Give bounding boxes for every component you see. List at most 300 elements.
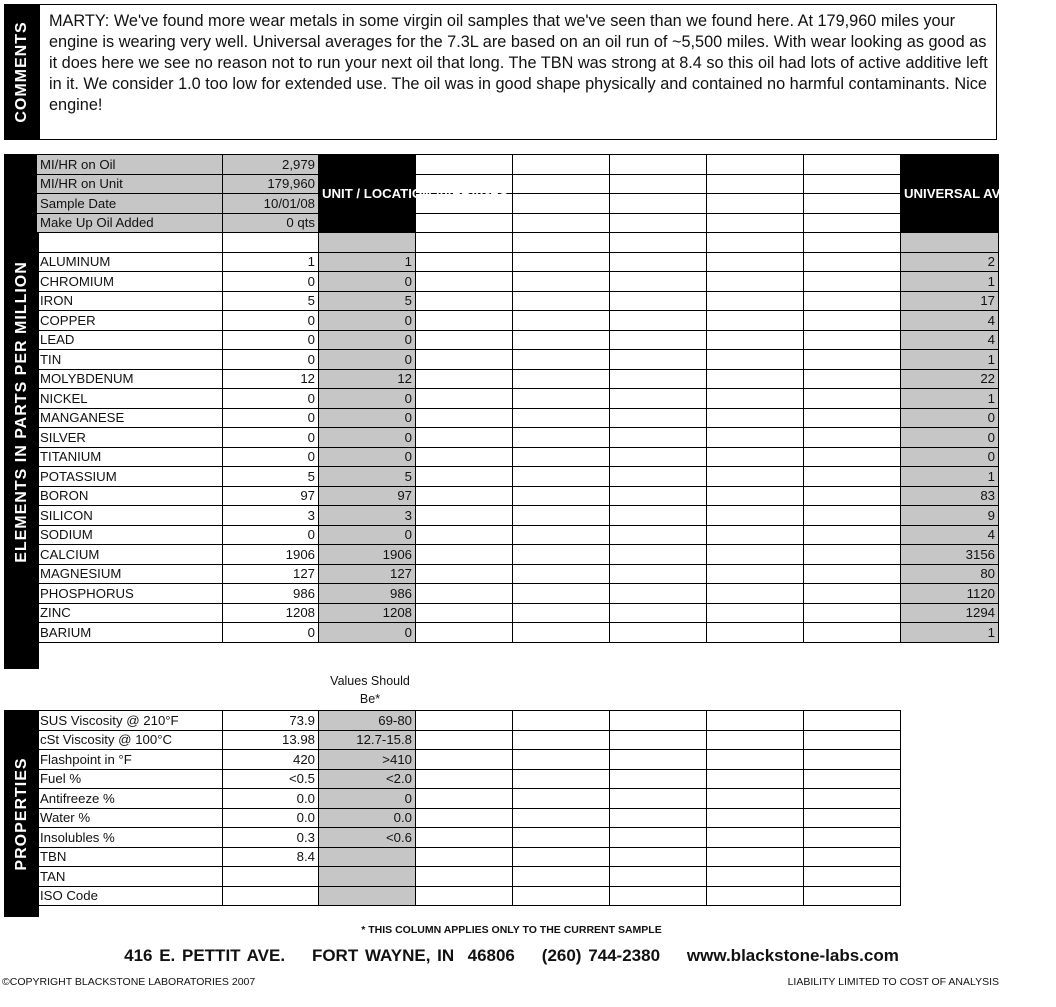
- empty-cell: [804, 486, 901, 506]
- properties-table: [36, 710, 901, 906]
- element-value: 127: [223, 564, 319, 584]
- element-value: 0: [223, 447, 319, 467]
- empty-cell: [610, 467, 707, 487]
- empty-cell: [707, 730, 804, 750]
- info-row: [37, 213, 999, 233]
- empty-cell: [416, 428, 513, 448]
- empty-cell: [707, 847, 804, 867]
- empty-cell: [513, 389, 610, 409]
- element-name: NICKEL: [37, 389, 223, 409]
- empty-cell: [610, 623, 707, 643]
- empty-cell: [804, 808, 901, 828]
- empty-cell: [804, 291, 901, 311]
- empty-cell: [804, 233, 901, 253]
- empty-cell: [804, 350, 901, 370]
- property-name: TBN: [37, 847, 223, 867]
- property-should-be: <2.0: [319, 769, 416, 789]
- element-row: [37, 350, 999, 370]
- element-row: [37, 369, 999, 389]
- liability-text: LIABILITY LIMITED TO COST OF ANALYSIS: [787, 976, 999, 988]
- empty-cell: [610, 311, 707, 331]
- info-row: [37, 155, 999, 175]
- element-value: 0: [223, 311, 319, 331]
- element-name: PHOSPHORUS: [37, 584, 223, 604]
- empty-cell: [610, 886, 707, 906]
- element-row: [37, 545, 999, 565]
- info-label: MI/HR on Unit: [37, 174, 223, 194]
- unit-averages-header: UNIT / LOCATION AVERAGES: [319, 155, 416, 233]
- element-row: [37, 584, 999, 604]
- empty-cell: [804, 428, 901, 448]
- property-row: [37, 808, 901, 828]
- element-row: [37, 486, 999, 506]
- empty-cell: [416, 486, 513, 506]
- universal-average-value: 17: [901, 291, 999, 311]
- empty-cell: [707, 545, 804, 565]
- empty-cell: [707, 369, 804, 389]
- unit-average-value: 0: [319, 447, 416, 467]
- empty-cell: [804, 847, 901, 867]
- empty-cell: [804, 545, 901, 565]
- unit-average-value: 0: [319, 428, 416, 448]
- empty-cell: [804, 369, 901, 389]
- info-label: Sample Date: [37, 194, 223, 214]
- spacer-row: [37, 233, 999, 253]
- empty-cell: [707, 603, 804, 623]
- empty-cell: [804, 408, 901, 428]
- empty-cell: [707, 789, 804, 809]
- unit-average-value: 0: [319, 525, 416, 545]
- element-value: 1208: [223, 603, 319, 623]
- empty-cell: [513, 828, 610, 848]
- comments-box: [39, 4, 997, 140]
- empty-cell: [610, 847, 707, 867]
- empty-cell: [610, 369, 707, 389]
- universal-average-value: 1: [901, 623, 999, 643]
- empty-cell: [804, 272, 901, 292]
- property-row: [37, 789, 901, 809]
- elements-side-label: [4, 154, 39, 669]
- empty-cell: [804, 711, 901, 731]
- empty-cell: [804, 467, 901, 487]
- values-should-be-note: Values Should Be*: [330, 674, 410, 706]
- element-row: [37, 467, 999, 487]
- comments-side-label: [4, 4, 39, 140]
- element-value: 0: [223, 389, 319, 409]
- elements-table: [36, 154, 1056, 643]
- element-name: COPPER: [37, 311, 223, 331]
- empty-cell: [707, 584, 804, 604]
- element-row: [37, 272, 999, 292]
- properties-label: PROPERTIES: [12, 756, 30, 871]
- empty-cell: [707, 194, 804, 214]
- empty-cell: [804, 506, 901, 526]
- info-value: 0 qts: [223, 213, 319, 233]
- empty-cell: [707, 272, 804, 292]
- empty-cell: [707, 623, 804, 643]
- empty-cell: [804, 730, 901, 750]
- property-should-be: <0.6: [319, 828, 416, 848]
- empty-cell: [804, 603, 901, 623]
- empty-cell: [416, 584, 513, 604]
- element-value: 0: [223, 428, 319, 448]
- empty-cell: [610, 711, 707, 731]
- empty-cell: [804, 789, 901, 809]
- universal-average-value: 4: [901, 311, 999, 331]
- empty-cell: [610, 486, 707, 506]
- empty-cell: [513, 174, 610, 194]
- empty-cell: [707, 447, 804, 467]
- element-value: 0: [223, 330, 319, 350]
- empty-cell: [610, 789, 707, 809]
- element-row: [37, 330, 999, 350]
- empty-cell: [707, 291, 804, 311]
- empty-cell: [416, 155, 513, 175]
- empty-cell: [513, 603, 610, 623]
- element-row: [37, 447, 999, 467]
- empty-cell: [707, 467, 804, 487]
- empty-cell: [513, 408, 610, 428]
- element-name: BARIUM: [37, 623, 223, 643]
- empty-cell: [513, 847, 610, 867]
- unit-average-value: 0: [319, 311, 416, 331]
- empty-cell: [416, 252, 513, 272]
- property-row: [37, 828, 901, 848]
- property-name: Insolubles %: [37, 828, 223, 848]
- empty-cell: [416, 623, 513, 643]
- empty-cell: [416, 350, 513, 370]
- column-footnote: * THIS COLUMN APPLIES ONLY TO THE CURRENT SAMPLE: [361, 924, 662, 936]
- empty-cell: [610, 769, 707, 789]
- unit-average-value: 5: [319, 467, 416, 487]
- property-name: Fuel %: [37, 769, 223, 789]
- universal-average-value: 0: [901, 408, 999, 428]
- empty-cell: [610, 525, 707, 545]
- empty-cell: [707, 769, 804, 789]
- unit-average-value: 12: [319, 369, 416, 389]
- empty-cell: [610, 350, 707, 370]
- property-name: TAN: [37, 867, 223, 887]
- empty-cell: [513, 730, 610, 750]
- universal-average-value: 0: [901, 428, 999, 448]
- empty-cell: [610, 291, 707, 311]
- element-name: ZINC: [37, 603, 223, 623]
- element-name: POTASSIUM: [37, 467, 223, 487]
- empty-cell: [416, 886, 513, 906]
- info-value: 179,960: [223, 174, 319, 194]
- empty-cell: [513, 272, 610, 292]
- element-row: [37, 428, 999, 448]
- empty-cell: [804, 828, 901, 848]
- empty-cell: [416, 730, 513, 750]
- empty-cell: [416, 808, 513, 828]
- unit-average-value: 97: [319, 486, 416, 506]
- empty-cell: [610, 233, 707, 253]
- empty-cell: [707, 750, 804, 770]
- empty-cell: [610, 545, 707, 565]
- empty-cell: [610, 506, 707, 526]
- empty-cell: [707, 252, 804, 272]
- property-should-be: 0.0: [319, 808, 416, 828]
- property-value: <0.5: [223, 769, 319, 789]
- element-name: ALUMINUM: [37, 252, 223, 272]
- empty-cell: [513, 808, 610, 828]
- unit-average-value: 1: [319, 252, 416, 272]
- empty-cell: [707, 233, 804, 253]
- info-label: Make Up Oil Added: [37, 213, 223, 233]
- empty-cell: [707, 428, 804, 448]
- universal-average-value: 80: [901, 564, 999, 584]
- empty-cell: [513, 506, 610, 526]
- empty-cell: [416, 769, 513, 789]
- empty-cell: [416, 467, 513, 487]
- element-name: TITANIUM: [37, 447, 223, 467]
- property-value: 0.0: [223, 789, 319, 809]
- universal-average-value: 2: [901, 252, 999, 272]
- element-name: IRON: [37, 291, 223, 311]
- empty-cell: [804, 564, 901, 584]
- property-value: 0.0: [223, 808, 319, 828]
- unit-average-value: 1906: [319, 545, 416, 565]
- element-name: MANGANESE: [37, 408, 223, 428]
- empty-cell: [513, 545, 610, 565]
- empty-cell: [804, 155, 901, 175]
- element-name: SILICON: [37, 506, 223, 526]
- empty-cell: [610, 194, 707, 214]
- empty-cell: [707, 564, 804, 584]
- empty-cell: [513, 486, 610, 506]
- empty-cell: [610, 213, 707, 233]
- element-name: MAGNESIUM: [37, 564, 223, 584]
- empty-cell: [513, 769, 610, 789]
- element-name: TIN: [37, 350, 223, 370]
- info-value: 10/01/08: [223, 194, 319, 214]
- empty-cell: [610, 603, 707, 623]
- element-row: [37, 623, 999, 643]
- universal-average-value: 83: [901, 486, 999, 506]
- empty-cell: [416, 750, 513, 770]
- unit-average-value: 0: [319, 623, 416, 643]
- unit-spacer-cell: [319, 233, 416, 253]
- property-name: cSt Viscosity @ 100°C: [37, 730, 223, 750]
- empty-cell: [416, 847, 513, 867]
- empty-cell: [610, 867, 707, 887]
- empty-cell: [707, 808, 804, 828]
- empty-cell: [513, 350, 610, 370]
- empty-cell: [610, 174, 707, 194]
- unit-average-value: 986: [319, 584, 416, 604]
- empty-cell: [416, 789, 513, 809]
- empty-cell: [513, 213, 610, 233]
- property-name: Flashpoint in °F: [37, 750, 223, 770]
- element-name: BORON: [37, 486, 223, 506]
- empty-cell: [513, 155, 610, 175]
- empty-cell: [513, 233, 610, 253]
- empty-cell: [513, 867, 610, 887]
- element-row: [37, 564, 999, 584]
- empty-cell: [610, 389, 707, 409]
- info-row: [37, 174, 999, 194]
- empty-cell: [513, 194, 610, 214]
- empty-cell: [707, 506, 804, 526]
- empty-cell: [513, 789, 610, 809]
- empty-cell: [416, 389, 513, 409]
- unit-average-value: 0: [319, 408, 416, 428]
- empty-cell: [804, 867, 901, 887]
- empty-cell: [416, 711, 513, 731]
- property-should-be: [319, 847, 416, 867]
- empty-cell: [707, 213, 804, 233]
- property-name: ISO Code: [37, 886, 223, 906]
- empty-cell: [707, 867, 804, 887]
- element-row: [37, 603, 999, 623]
- empty-cell: [804, 750, 901, 770]
- property-value: 0.3: [223, 828, 319, 848]
- empty-cell: [513, 564, 610, 584]
- empty-cell: [707, 886, 804, 906]
- empty-cell: [804, 584, 901, 604]
- empty-cell: [513, 886, 610, 906]
- empty-cell: [610, 155, 707, 175]
- universal-averages-header: UNIVERSAL AVERAGES: [901, 155, 999, 233]
- properties-side-label: [4, 710, 39, 917]
- empty-cell: [610, 428, 707, 448]
- copyright-text: ©COPYRIGHT BLACKSTONE LABORATORIES 2007: [2, 976, 256, 988]
- unit-average-value: 1208: [319, 603, 416, 623]
- empty-cell: [513, 369, 610, 389]
- empty-cell: [610, 584, 707, 604]
- empty-cell: [707, 486, 804, 506]
- property-value: [223, 886, 319, 906]
- universal-average-value: 1294: [901, 603, 999, 623]
- empty-cell: [804, 886, 901, 906]
- element-value: 0: [223, 623, 319, 643]
- unit-average-value: 127: [319, 564, 416, 584]
- empty-cell: [804, 330, 901, 350]
- empty-cell: [707, 525, 804, 545]
- property-row: [37, 711, 901, 731]
- empty-cell: [513, 584, 610, 604]
- unit-average-value: 0: [319, 272, 416, 292]
- empty-cell: [707, 350, 804, 370]
- element-value: 97: [223, 486, 319, 506]
- empty-cell: [804, 769, 901, 789]
- universal-average-value: 3156: [901, 545, 999, 565]
- universal-average-value: 1: [901, 389, 999, 409]
- property-value: [223, 867, 319, 887]
- empty-cell: [804, 623, 901, 643]
- empty-cell: [610, 564, 707, 584]
- empty-cell: [610, 828, 707, 848]
- info-label: MI/HR on Oil: [37, 155, 223, 175]
- empty-cell: [610, 750, 707, 770]
- universal-average-value: 1: [901, 467, 999, 487]
- property-row: [37, 750, 901, 770]
- empty-cell: [513, 623, 610, 643]
- empty-cell: [804, 252, 901, 272]
- empty-cell: [610, 408, 707, 428]
- empty-cell: [416, 545, 513, 565]
- property-row: [37, 847, 901, 867]
- empty-cell: [416, 369, 513, 389]
- universal-average-value: 4: [901, 525, 999, 545]
- empty-cell: [513, 525, 610, 545]
- universal-average-value: 22: [901, 369, 999, 389]
- empty-cell: [416, 311, 513, 331]
- universal-average-value: 9: [901, 506, 999, 526]
- empty-cell: [707, 330, 804, 350]
- universal-average-value: 4: [901, 330, 999, 350]
- empty-cell: [416, 828, 513, 848]
- empty-cell: [513, 447, 610, 467]
- empty-cell: [416, 867, 513, 887]
- empty-cell: [416, 506, 513, 526]
- empty-cell: [513, 467, 610, 487]
- property-should-be: 0: [319, 789, 416, 809]
- empty-cell: [804, 213, 901, 233]
- property-should-be: 69-80: [319, 711, 416, 731]
- element-name: SODIUM: [37, 525, 223, 545]
- element-value: 0: [223, 525, 319, 545]
- property-value: 420: [223, 750, 319, 770]
- spacer-cell: [223, 233, 319, 253]
- empty-cell: [513, 252, 610, 272]
- empty-cell: [416, 408, 513, 428]
- empty-cell: [804, 194, 901, 214]
- empty-cell: [416, 603, 513, 623]
- empty-cell: [513, 711, 610, 731]
- property-row: [37, 769, 901, 789]
- empty-cell: [610, 272, 707, 292]
- property-row: [37, 886, 901, 906]
- universal-average-value: 1: [901, 350, 999, 370]
- property-name: SUS Viscosity @ 210°F: [37, 711, 223, 731]
- element-value: 986: [223, 584, 319, 604]
- empty-cell: [416, 291, 513, 311]
- unit-average-value: 0: [319, 389, 416, 409]
- unit-average-value: 0: [319, 330, 416, 350]
- element-row: [37, 525, 999, 545]
- empty-cell: [513, 428, 610, 448]
- property-should-be: 12.7-15.8: [319, 730, 416, 750]
- empty-cell: [513, 311, 610, 331]
- empty-cell: [513, 291, 610, 311]
- empty-cell: [610, 447, 707, 467]
- property-value: 8.4: [223, 847, 319, 867]
- universal-average-value: 0: [901, 447, 999, 467]
- empty-cell: [416, 447, 513, 467]
- unit-average-value: 0: [319, 350, 416, 370]
- property-should-be: [319, 867, 416, 887]
- comments-label: COMMENTS: [12, 21, 30, 123]
- element-value: 1906: [223, 545, 319, 565]
- empty-cell: [416, 233, 513, 253]
- element-value: 0: [223, 408, 319, 428]
- property-should-be: [319, 886, 416, 906]
- empty-cell: [707, 408, 804, 428]
- element-name: CALCIUM: [37, 545, 223, 565]
- empty-cell: [707, 155, 804, 175]
- element-value: 12: [223, 369, 319, 389]
- spacer-cell: [37, 233, 223, 253]
- element-value: 0: [223, 272, 319, 292]
- element-row: [37, 506, 999, 526]
- empty-cell: [707, 174, 804, 194]
- element-row: [37, 252, 999, 272]
- element-name: CHROMIUM: [37, 272, 223, 292]
- element-name: MOLYBDENUM: [37, 369, 223, 389]
- empty-cell: [513, 750, 610, 770]
